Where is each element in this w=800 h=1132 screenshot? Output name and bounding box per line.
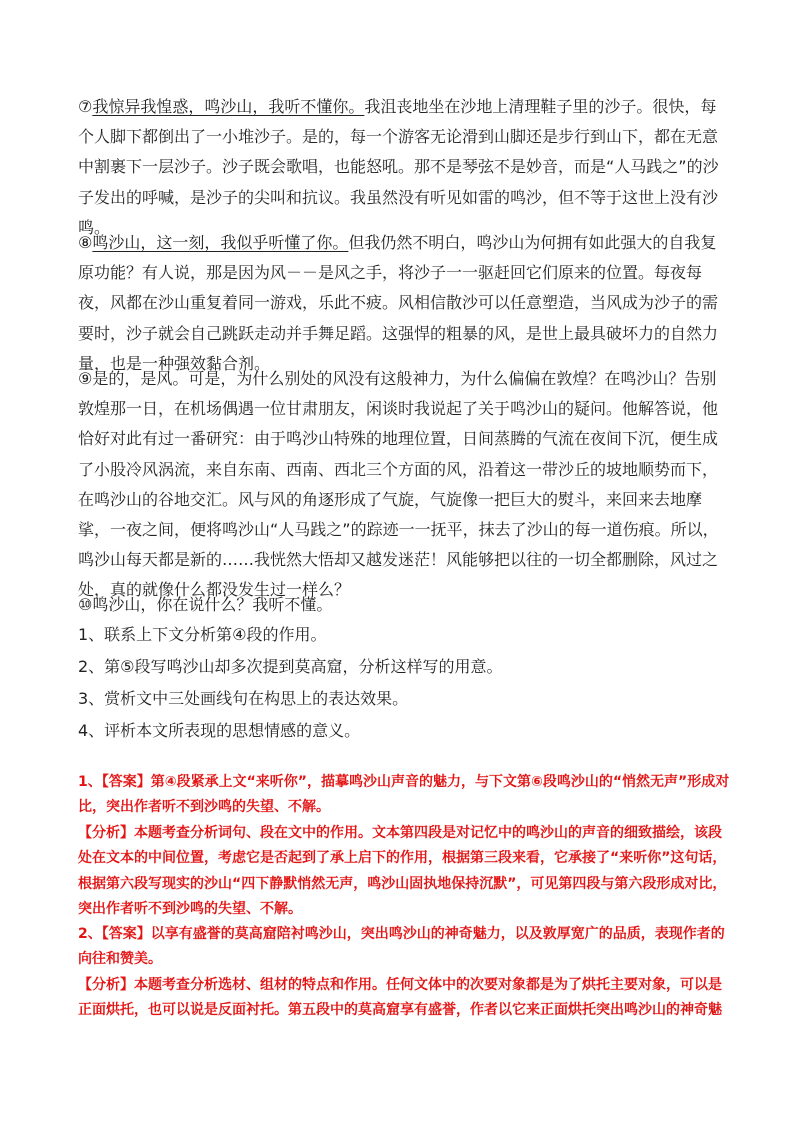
- question-3: 3、赏析文中三处画线句在构思上的表达效果。: [78, 689, 409, 708]
- answer-1-analysis: 【分析】本题考查分析词句、段在文中的作用。文本第四段是对记忆中的鸣沙山的声音的细致描绘，该段处在文本的中间位置，考虑它是否起到了承上启下的作用，根据第三段来看，它承接了“来听你”这句话，根据第六段写现实的沙山“四下静默悄然无声，鸣沙山固执地保持沉默”，可见第四段与第六段形成对比，突出作者听不到沙鸣的失望、不解。: [78, 825, 727, 917]
- answer-2-analysis: 【分析】本题考查分析选材、组材的特点和作用。任何文体中的次要对象都是为了烘托主要对象，可以是正面烘托，也可以说是反面衬托。第五段中的莫高窟享有盛誉，作者以它来正面烘托突出鸣沙山的神奇魅: [78, 977, 722, 1019]
- paragraph-7: [78, 92, 728, 243]
- underlined-sentence: 我惊异我惶惑，鸣沙山，我听不懂你。: [92, 97, 365, 116]
- paragraph-number: ⑨: [78, 369, 93, 388]
- paragraph-text: 是的，是风。可是，为什么别处的风没有这般神力，为什么偏偏在敦煌？在鸣沙山？告别敦煌那一日，在机场偶遇一位甘肃朋友，闲谈时我说起了关于鸣沙山的疑问。他解答说，他恰好对此有过一番研究：由于鸣沙山特殊的地理位置，日间蒸腾的气流在夜间下沉，便生成了小股冷风涡流，来自东南、西南、西北三个方面的风，沿着这一带沙丘的坡地顺势而下，在鸣沙山的谷地交汇。风与风的角逐形成了气旋，气旋像一把巨大的熨斗，来回来去地摩挲，一夜之间，便将鸣沙山“人马践之”的踪迹一一抚平，抹去了沙山的每一道伤痕。所以，鸣沙山每天都是新的……我恍然大悟却又越发迷茫！风能够把以往的一切全都删除，风过之处，真的就像什么都没发生过一样么？: [78, 369, 719, 600]
- paragraph-text: 我沮丧地坐在沙地上清理鞋子里的沙子。很快，每个人脚下都倒出了一小堆沙子。是的，每一个游客无论滑到山脚还是步行到山下，都在无意中割裹下一层沙子。沙子既会歌唱，也能怒吼。那不是琴弦不是妙音，而是“人马践之”的沙子发出的呼喊，是沙子的尖叫和抗议。我虽然没有听见如雷的鸣沙，但不等于这世上没有沙鸣。: [78, 97, 719, 237]
- underlined-sentence: 鸣沙山，这一刻，我似乎听懂了你。: [92, 233, 349, 252]
- paragraph-number: ⑦: [78, 97, 93, 116]
- answer-1: 1、【答案】第④段紧承上文“来听你”，描摹鸣沙山声音的魅力，与下文第⑥段鸣沙山的“悄然无声”形成对比，突出作者听不到沙鸣的失望、不解。: [78, 774, 730, 816]
- question-4: 4、评析本文所表现的思想情感的意义。: [78, 721, 361, 740]
- question-2: 2、第⑤段写鸣沙山却多次提到莫高窟，分析这样写的用意。: [78, 657, 503, 676]
- paragraph-8: [78, 228, 728, 379]
- paragraph-number: ⑩: [78, 595, 93, 614]
- paragraph-number: ⑧: [78, 233, 93, 252]
- answer-2: 2、【答案】以享有盛誉的莫高窟陪衬鸣沙山，突出鸣沙山的神奇魅力，以及敦厚宽广的品质，表现作者的向往和赞美。: [78, 926, 725, 968]
- paragraph-9: [78, 364, 728, 606]
- paragraph-text: 但我仍然不明白，鸣沙山为何拥有如此强大的自我复原功能？有人说，那是因为风－－是风之手，将沙子一一驱赶回它们原来的位置。每夜每夜，风都在沙山重复着同一游戏，乐此不疲。风相信散沙可以任意塑造，当风成为沙子的需要时，沙子就会自己跳跃走动并手舞足蹈。这强悍的粗暴的风，是世上最具破坏力的自然力量，也是一种强效黏合剂。: [78, 233, 719, 373]
- question-1: 1、联系上下文分析第④段的作用。: [78, 625, 327, 644]
- paragraph-text: 鸣沙山，你在说什么？我听不懂。: [92, 595, 333, 614]
- paragraph-10: [78, 590, 728, 620]
